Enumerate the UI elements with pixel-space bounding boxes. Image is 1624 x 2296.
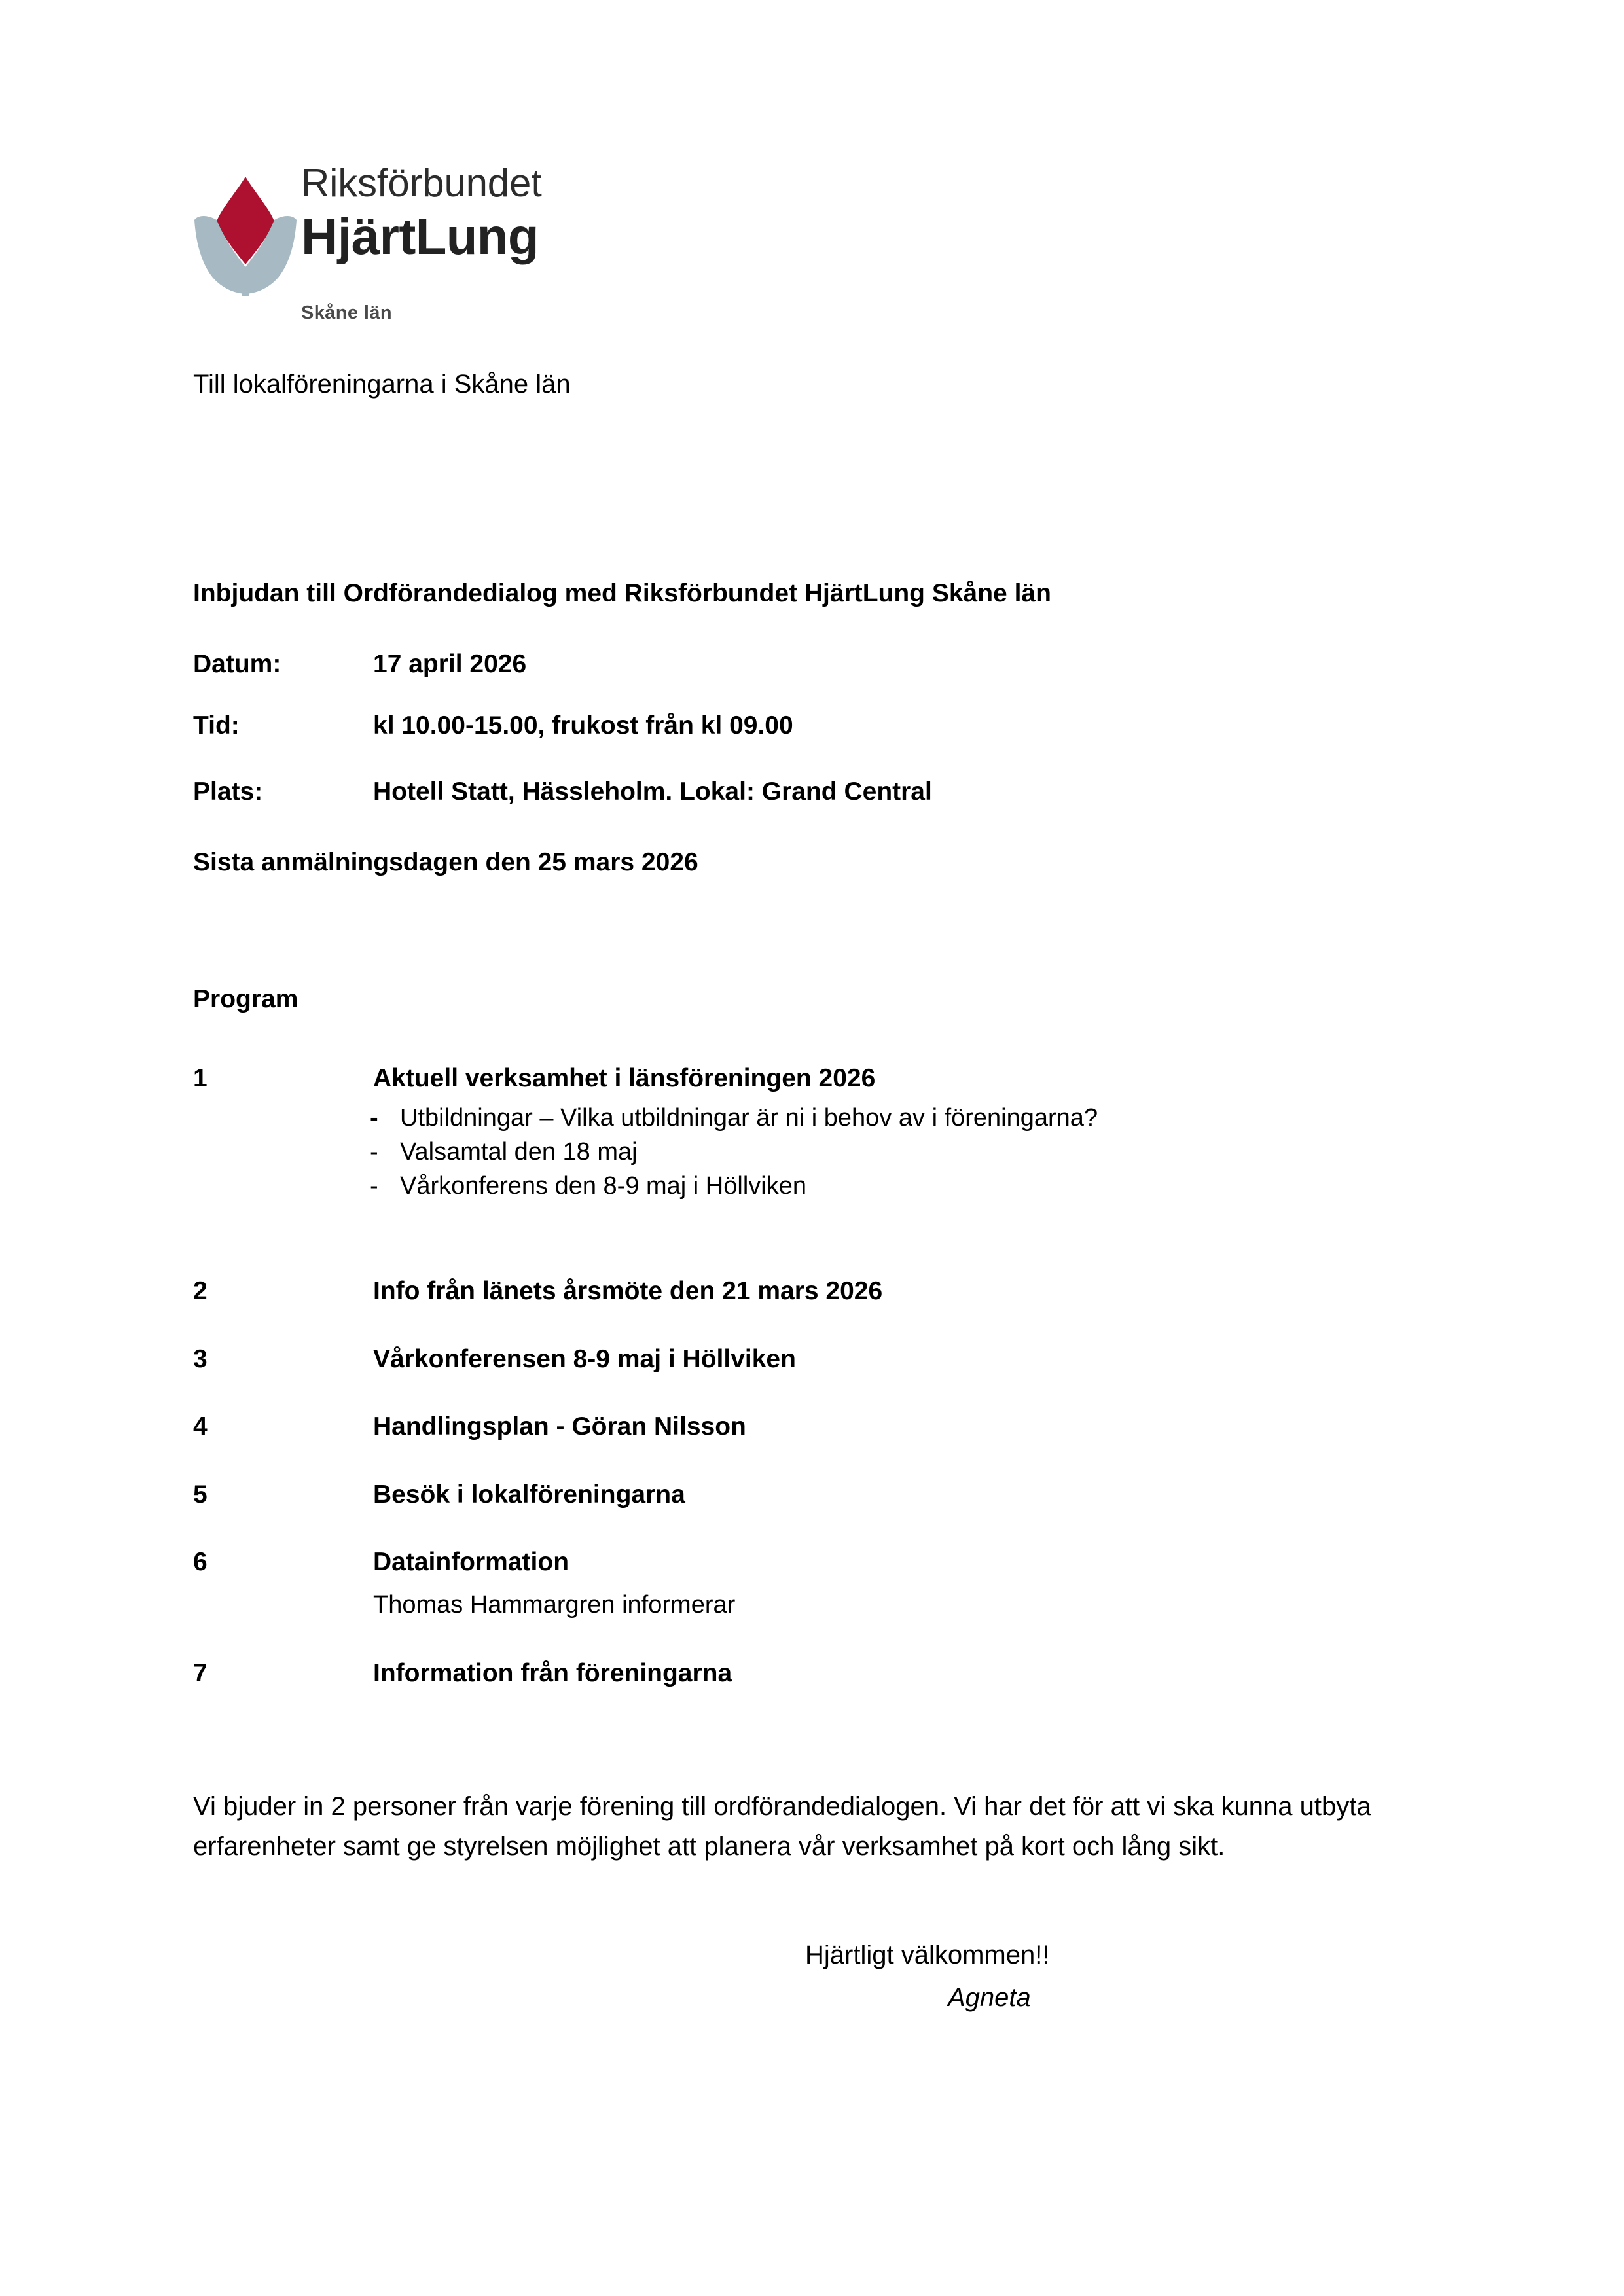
list-item-label: Valsamtal den 18 maj xyxy=(400,1138,638,1166)
program-item-title: Aktuell verksamhet i länsföreningen 2026 xyxy=(373,1064,876,1092)
tulip-icon xyxy=(193,171,298,296)
organization-logo xyxy=(193,161,651,350)
program-item-number: 6 xyxy=(193,1548,208,1576)
program-item-number: 2 xyxy=(193,1277,208,1305)
program-item-title: Info från länets årsmöte den 21 mars 2026 xyxy=(373,1277,883,1305)
bullet-dash-icon: - xyxy=(370,1104,378,1132)
detail-row-plats xyxy=(193,778,1437,806)
list-item xyxy=(370,1138,1614,1172)
detail-value-datum: 17 april 2026 xyxy=(373,650,527,678)
program-subitem-list xyxy=(370,1104,1614,1206)
detail-value-plats: Hotell Statt, Hässleholm. Lokal: Grand Central xyxy=(373,778,932,806)
logo-wordmark-line1: Riksförbundet xyxy=(301,161,542,205)
program-heading: Program xyxy=(193,985,298,1013)
program-item-number: 4 xyxy=(193,1412,208,1441)
program-item-title: Information från föreningarna xyxy=(373,1659,732,1687)
detail-label-datum: Datum: xyxy=(193,650,281,678)
program-item-title: Datainformation xyxy=(373,1548,569,1576)
list-item-label: Vårkonferens den 8-9 maj i Höllviken xyxy=(400,1172,806,1200)
list-item-label: Utbildningar – Vilka utbildningar är ni i behov av i föreningarna? xyxy=(400,1104,1098,1132)
logo-wordmark-line2: HjärtLung xyxy=(301,207,539,265)
bullet-dash-icon: - xyxy=(370,1138,378,1166)
program-item-number: 3 xyxy=(193,1345,208,1373)
program-item-number: 1 xyxy=(193,1064,208,1092)
list-item xyxy=(370,1172,1614,1206)
program-item-title: Besök i lokalföreningarna xyxy=(373,1480,685,1509)
logo-wordmark xyxy=(301,161,641,265)
program-item-number: 5 xyxy=(193,1480,208,1509)
program-item-note: Thomas Hammargren informerar xyxy=(373,1591,736,1619)
list-item xyxy=(370,1104,1614,1138)
detail-label-tid: Tid: xyxy=(193,711,240,740)
logo-region-label: Skåne län xyxy=(301,302,392,323)
detail-row-tid xyxy=(193,711,1437,740)
program-item-number: 7 xyxy=(193,1659,208,1687)
detail-label-plats: Plats: xyxy=(193,778,263,806)
detail-row-datum xyxy=(193,650,1437,679)
program-item-title: Vårkonferensen 8-9 maj i Höllviken xyxy=(373,1345,796,1373)
signoff-greeting: Hjärtligt välkommen!! xyxy=(805,1941,1050,1969)
page-title: Inbjudan till Ordförandedialog med Riksförbundet HjärtLung Skåne län xyxy=(193,579,1051,607)
detail-value-tid: kl 10.00-15.00, frukost från kl 09.00 xyxy=(373,711,793,740)
bullet-dash-icon: - xyxy=(370,1172,378,1200)
registration-deadline: Sista anmälningsdagen den 25 mars 2026 xyxy=(193,848,698,876)
addressee-line: Till lokalföreningarna i Skåne län xyxy=(193,370,571,399)
signoff-name: Agneta xyxy=(948,1983,1031,2012)
program-item-title: Handlingsplan - Göran Nilsson xyxy=(373,1412,746,1441)
closing-paragraph: Vi bjuder in 2 personer från varje förening till ordförandedialogen. Vi har det för att vi ska kunna utbyta erfarenheter samt ge styrelsen möjlighet att planera vår verksamhet på kort och lång sikt. xyxy=(193,1792,1371,1861)
